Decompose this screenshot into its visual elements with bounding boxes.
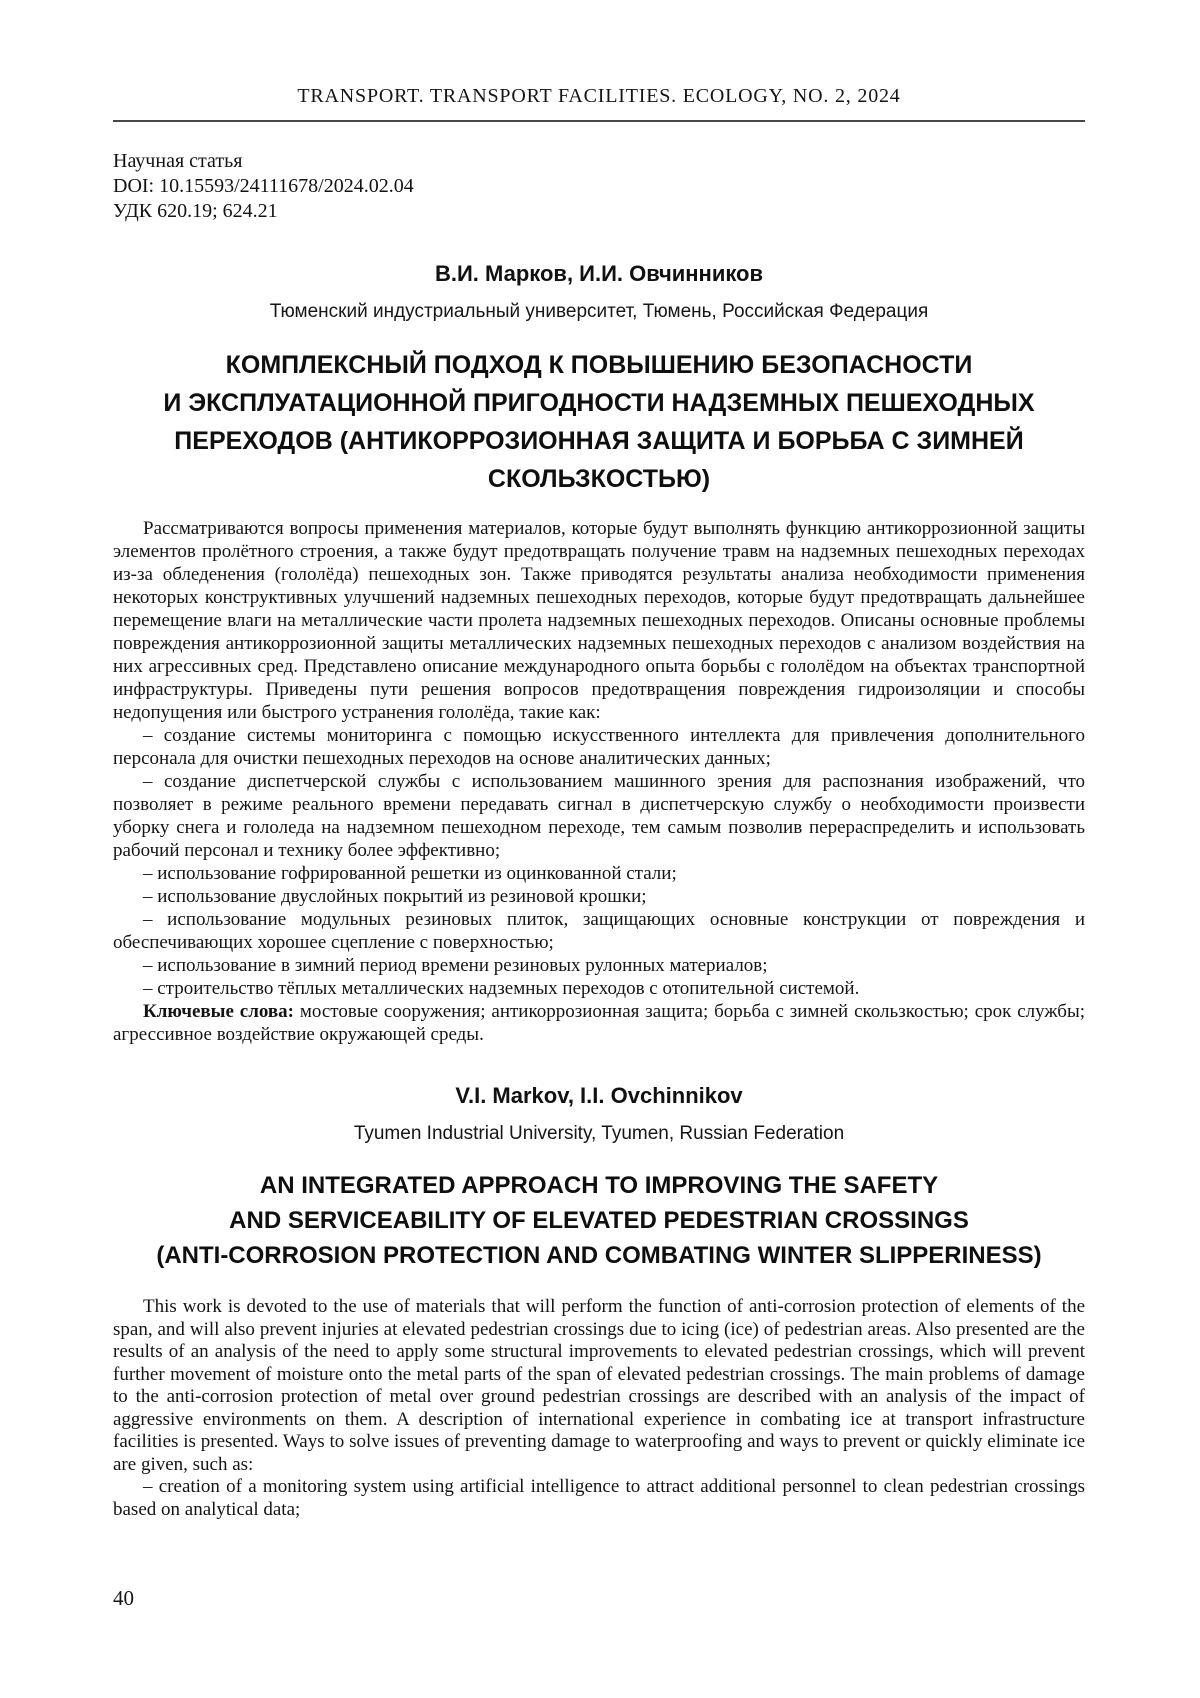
abstract-ru-list-item: – использование модульных резиновых плиток, защищающих основные конструкции от повреждения и обеспечивающих хорошее сцепление с поверхностью; <box>113 909 1085 953</box>
affiliation-ru: Тюменский индустриальный университет, Тюмень, Российская Федерация <box>269 301 929 322</box>
keywords-ru-label: Ключевые слова: <box>143 1001 294 1022</box>
abstract-ru-list-item: – строительство тёплых металлических надземных переходов с отопительной системой. <box>143 978 860 999</box>
article-title-ru <box>113 346 1085 498</box>
article-udc: УДК 620.19; 624.21 <box>113 200 278 222</box>
title-ru-line-2: И ЭКСПЛУАТАЦИОННОЙ ПРИГОДНОСТИ НАДЗЕМНЫХ ПЕШЕХОДНЫХ <box>163 389 1035 417</box>
abstract-ru-paragraph: Рассматриваются вопросы применения материалов, которые будут выполнять функцию антикоррозионной защиты элементов пролётного строения, а также будут предотвращать получение травм на надземных пешеходных переходах из-за обледенения (гололёда) пешеходных зон. Также приводятся результаты анализа необходимости применения некоторых конструктивных улучшений надземных пешеходных переходов, которые будут предотвращать дальнейшее перемещение влаги на металлические части пролета надземных пешеходных переходов. Описаны основные проблемы повреждения антикоррозионной защиты металлических надземных пешеходных переходов с анализом воздействия на них агрессивных сред. Представлено описание международного опыта борьбы с гололёдом на объектах транспортной инфраструктуры. Приведены пути решения вопросов предотвращения повреждения гидроизоляции и способы недопущения или быстрого устранения гололёда, такие как: <box>113 518 1085 723</box>
article-meta <box>113 149 1085 224</box>
abstract-en-paragraph: This work is devoted to the use of materials that will perform the function of anti-corrosion protection of elements of the span, and will also prevent injuries at elevated pedestrian crossings due to icing (ice) of pedestrian areas. Also presented are the results of an analysis of the need to apply some structural improvements to elevated pedestrian crossings, which will prevent further movement of moisture onto the metal parts of the span of elevated pedestrian crossings. The main problems of damage to the anti-corrosion protection of metal over ground pedestrian crossings are described with an analysis of the impact of aggressive environments on them. A description of international experience in combating ice at transport infrastructure facilities is presented. Ways to solve issues of preventing damage to waterproofing and ways to prevent or quickly eliminate ice are given, such as: <box>113 1296 1085 1475</box>
abstract-ru <box>113 517 1085 1046</box>
title-en-line-3: (ANTI-CORROSION PROTECTION AND COMBATING WINTER SLIPPERINESS) <box>156 1242 1042 1269</box>
title-ru-line-1: КОМПЛЕКСНЫЙ ПОДХОД К ПОВЫШЕНИЮ БЕЗОПАСНОСТИ <box>225 351 973 379</box>
title-ru-line-4: СКОЛЬЗКОСТЬЮ) <box>487 465 711 493</box>
abstract-ru-list-item: – создание диспетчерской службы с использованием машинного зрения для распознания изображений, что позволяет в режиме реального времени передавать сигнал в диспетчерскую службу о необходимости произвести уборку снега и гололеда на надземном пешеходном переходе, тем самым позволив перераспределить и использовать рабочий персонал и технику более эффективно; <box>113 771 1085 861</box>
abstract-ru-list-item: – использование в зимний период времени резиновых рулонных материалов; <box>143 955 768 976</box>
authors-en: V.I. Markov, I.I. Ovchinnikov <box>455 1083 743 1108</box>
article-doi: DOI: 10.15593/24111678/2024.02.04 <box>113 175 414 197</box>
abstract-ru-list-item: – использование гофрированной решетки из оцинкованной стали; <box>143 863 677 884</box>
abstract-en-list-item: – creation of a monitoring system using artificial intelligence to attract additional personnel to clean pedestrian crossings based on analytical data; <box>113 1476 1085 1520</box>
keywords-ru <box>113 1000 1085 1046</box>
abstract-ru-list-item: – использование двуслойных покрытий из резиновой крошки; <box>143 886 647 907</box>
title-ru-line-3: ПЕРЕХОДОВ (АНТИКОРРОЗИОННАЯ ЗАЩИТА И БОРЬБА С ЗИМНЕЙ <box>174 427 1024 455</box>
header-divider <box>113 120 1085 122</box>
abstract-en <box>113 1296 1085 1521</box>
article-title-en <box>113 1168 1085 1273</box>
running-head: TRANSPORT. TRANSPORT FACILITIES. ECOLOGY, NO. 2, 2024 <box>297 85 901 107</box>
keywords-ru-text: мостовые сооружения; антикоррозионная защита; борьба с зимней скользкостью; срок службы; агрессивное воздействие окружающей среды. <box>113 1001 1085 1045</box>
authors-ru: В.И. Марков, И.И. Овчинников <box>434 261 764 286</box>
page-content <box>113 84 1085 1521</box>
article-type-label: Научная статья <box>113 150 243 172</box>
abstract-ru-list-item: – создание системы мониторинга с помощью искусственного интеллекта для привлечения дополнительного персонала для очистки пешеходных переходов на основе аналитических данных; <box>113 725 1085 769</box>
title-en-line-2: AND SERVICEABILITY OF ELEVATED PEDESTRIAN CROSSINGS <box>229 1207 969 1234</box>
page-number: 40 <box>113 1586 134 1610</box>
title-en-line-1: AN INTEGRATED APPROACH TO IMPROVING THE SAFETY <box>259 1172 939 1199</box>
affiliation-en: Tyumen Industrial University, Tyumen, Russian Federation <box>353 1123 845 1144</box>
